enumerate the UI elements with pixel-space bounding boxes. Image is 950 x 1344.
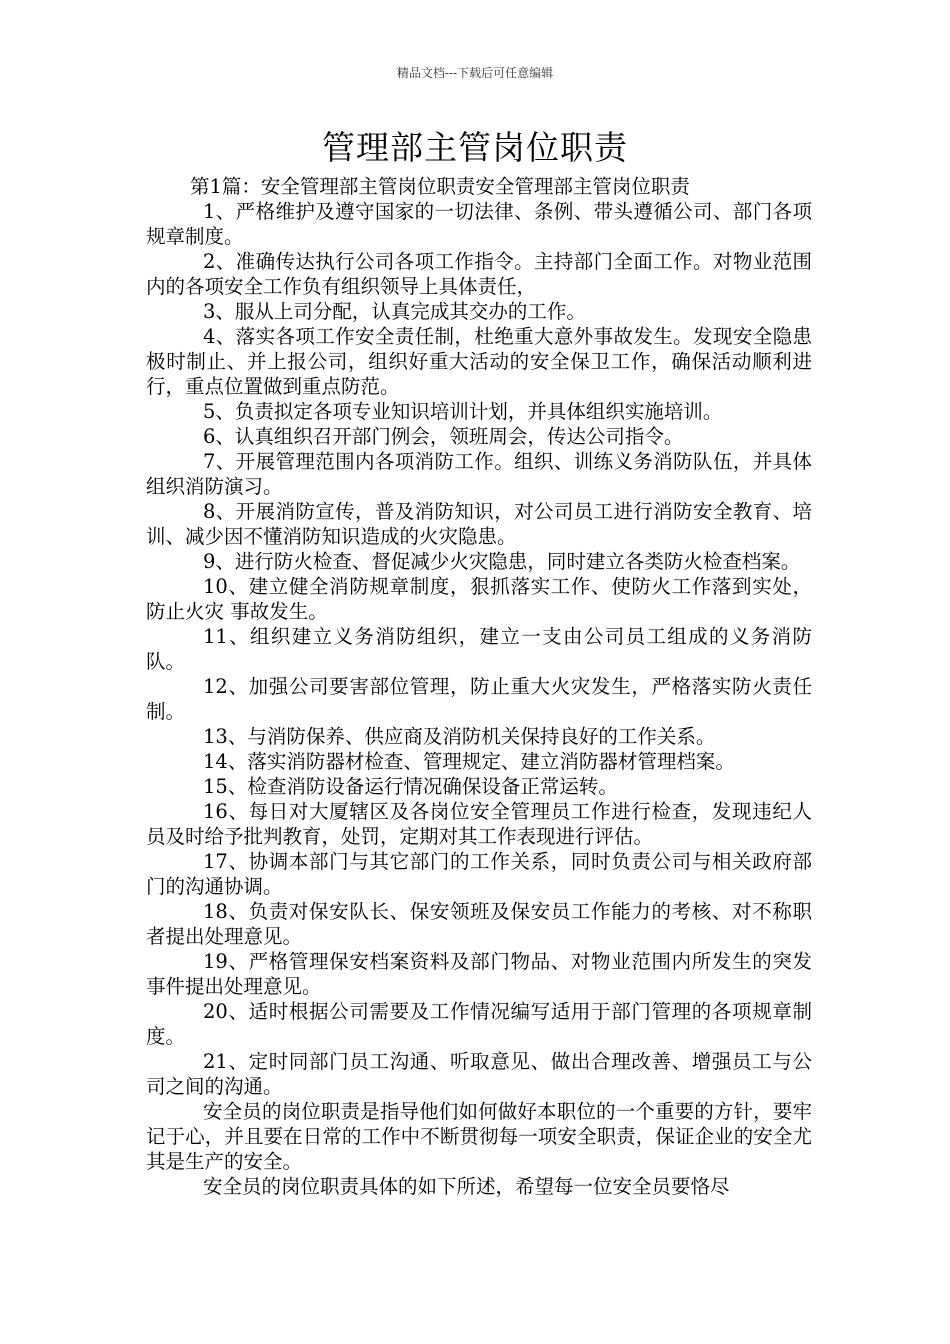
section-heading: 第1篇：安全管理部主管岗位职责安全管理部主管岗位职责	[190, 175, 690, 198]
paragraph: 21、定时同部门员工沟通、听取意见、做出合理改善、增强员工与公司之间的沟通。	[146, 1050, 812, 1098]
paragraph: 安全员的岗位职责具体的如下所述，希望每一位安全员要恪尽	[203, 1175, 730, 1198]
paragraph: 19、严格管理保安档案资料及部门物品、对物业范围内所发生的突发事件提出处理意见。	[146, 950, 812, 998]
paragraph: 16、每日对大厦辖区及各岗位安全管理员工作进行检查，发现违纪人员及时给予批判教育，处罚，定期对其工作表现进行评估。	[146, 800, 812, 848]
paragraph: 2、准确传达执行公司各项工作指令。主持部门全面工作。对物业范围内的各项安全工作负有组织领导上具体责任，	[146, 250, 812, 298]
paragraph: 4、落实各项工作安全责任制，杜绝重大意外事故发生。发现安全隐患极时制止、并上报公司，组织好重大活动的安全保卫工作，确保活动顺利进行，重点位置做到重点防范。	[146, 325, 812, 398]
paragraph: 10、建立健全消防规章制度，狠抓落实工作、使防火工作落到实处，防止火灾 事故发生。	[146, 575, 812, 623]
paragraph: 17、协调本部门与其它部门的工作关系，同时负责公司与相关政府部门的沟通协调。	[146, 850, 812, 898]
paragraph: 14、落实消防器材检查、管理规定、建立消防器材管理档案。	[203, 750, 735, 773]
paragraph: 6、认真组织召开部门例会，领班周会，传达公司指令。	[203, 425, 684, 448]
paragraph: 7、开展管理范围内各项消防工作。组织、训练义务消防队伍，并具体组织消防演习。	[146, 450, 812, 498]
paragraph: 5、负责拟定各项专业知识培训计划，并具体组织实施培训。	[203, 400, 723, 423]
paragraph: 15、检查消防设备运行情况确保设备正常运转。	[203, 775, 618, 798]
paragraph: 11、组织建立义务消防组织，建立一支由公司员工组成的义务消防队。	[146, 625, 812, 673]
paragraph: 18、负责对保安队长、保安领班及保安员工作能力的考核、对不称职者提出处理意见。	[146, 900, 812, 948]
document-body	[146, 174, 812, 1199]
paragraph: 9、进行防火检查、督促减少火灾隐患，同时建立各类防火检查档案。	[203, 550, 801, 573]
document-title: 管理部主管岗位职责	[322, 128, 628, 167]
paragraph: 8、开展消防宣传，普及消防知识，对公司员工进行消防安全教育、培训、减少因不懂消防知识造成的火灾隐患。	[146, 500, 812, 548]
paragraph: 20、适时根据公司需要及工作情况编写适用于部门管理的各项规章制度。	[146, 1000, 812, 1048]
paragraph: 安全员的岗位职责是指导他们如何做好本职位的一个重要的方针，要牢记于心，并且要在日常的工作中不断贯彻每一项安全职责，保证企业的安全尤其是生产的安全。	[146, 1100, 812, 1173]
paragraph: 3、服从上司分配，认真完成其交办的工作。	[203, 300, 586, 323]
paragraph: 12、加强公司要害部位管理，防止重大火灾发生，严格落实防火责任制。	[146, 675, 812, 723]
header-note: 精品文档---下载后可任意编辑	[396, 66, 554, 80]
paragraph: 13、与消防保养、供应商及消防机关保持良好的工作关系。	[203, 725, 716, 748]
paragraph: 1、严格维护及遵守国家的一切法律、条例、带头遵循公司、部门各项规章制度。	[146, 200, 812, 248]
